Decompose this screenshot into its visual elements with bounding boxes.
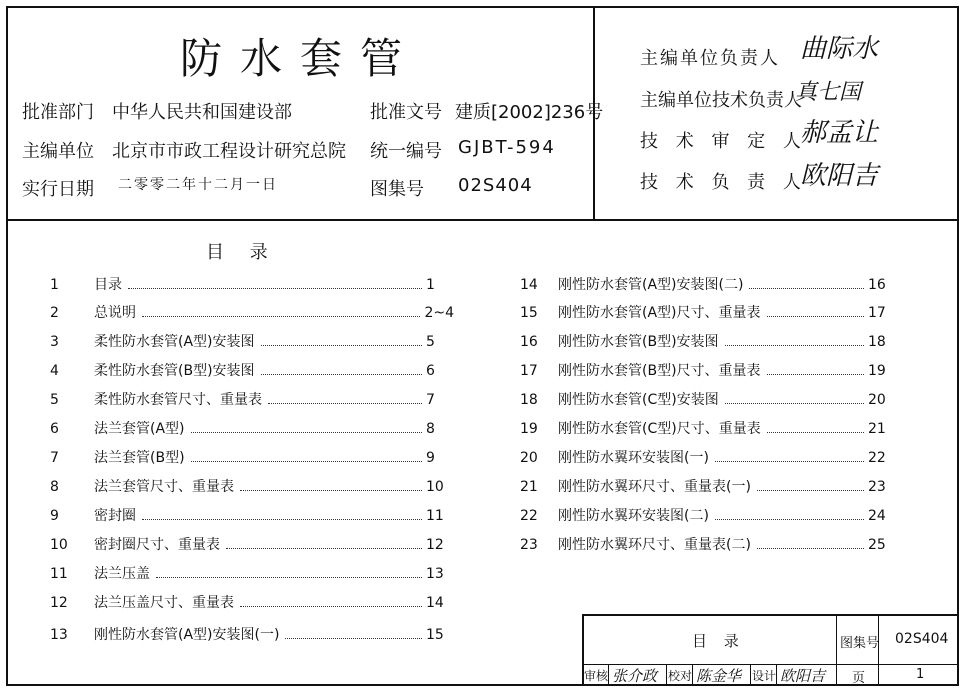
toc-leader-dots: [285, 637, 422, 639]
toc-item-page: 17: [868, 305, 886, 321]
toc-item-page: 25: [868, 537, 886, 553]
toc-item-page: 10: [426, 479, 444, 495]
toc-item-title: 总说明: [94, 305, 136, 321]
toc-leader-dots: [715, 460, 864, 462]
chief-editor-unit-head-signature: 曲际水: [800, 34, 879, 64]
toc-item-title: 柔性防水套管(B型)安装图: [94, 363, 255, 379]
toc-item-number: 20: [520, 450, 538, 466]
toc-item-number: 2: [50, 305, 59, 321]
toc-item-number: 23: [520, 537, 538, 553]
toc-item: [520, 360, 892, 382]
toc-item: [50, 624, 450, 646]
toc-item-page: 23: [868, 479, 886, 495]
atlas-no-label: 图集号: [370, 179, 424, 200]
unified-no-label: 统一编号: [370, 141, 442, 162]
toc-item-title: 柔性防水套管(A型)安装图: [94, 334, 255, 350]
toc-item-title: 刚性防水套管(A型)安装图(一): [94, 627, 280, 643]
toc-leader-dots: [191, 431, 422, 433]
header-divider: [6, 219, 959, 221]
title-block-check-signature: 陈金华: [696, 667, 742, 685]
editor-unit-label: 主编单位: [22, 141, 94, 162]
toc-item-page: 11: [426, 508, 444, 524]
toc-item-number: 1: [50, 277, 59, 293]
toc-item-title: 法兰套管尺寸、重量表: [94, 479, 234, 495]
approval-doc-label: 批准文号: [370, 102, 442, 123]
toc-item-number: 5: [50, 392, 59, 408]
toc-item-number: 15: [520, 305, 538, 321]
tech-lead-signature: 欧阳吉: [800, 161, 879, 191]
title-block-review-label: 审核: [584, 669, 609, 683]
toc-item-number: 11: [50, 566, 68, 582]
toc-leader-dots: [767, 373, 864, 375]
title-block-divider-1: [836, 614, 837, 686]
title-block-atlas-no-label: 图集号: [840, 636, 880, 651]
toc-leader-dots: [261, 373, 422, 375]
toc-item-page: 5: [426, 334, 435, 350]
toc-item-page: 20: [868, 392, 886, 408]
toc-item-number: 14: [520, 277, 538, 293]
title-block-atlas-no: 02S404: [895, 631, 949, 647]
toc-item-page: 7: [426, 392, 435, 408]
toc-item-title: 密封圈尺寸、重量表: [94, 537, 220, 553]
toc-leader-dots: [191, 460, 422, 462]
toc-item-number: 17: [520, 363, 538, 379]
toc-item-number: 21: [520, 479, 538, 495]
tech-reviewer-signature: 郝孟让: [800, 118, 879, 148]
approval-dept-label: 批准部门: [22, 102, 94, 123]
toc-leader-dots: [226, 547, 422, 549]
toc-item: [50, 302, 454, 324]
toc-item-page: 2~4: [424, 305, 454, 321]
title-block-sign-divider-5: [776, 664, 777, 686]
toc-leader-dots: [142, 315, 420, 317]
chief-tech-head-label: 主编单位技术负责人: [640, 90, 802, 111]
toc-item-number: 22: [520, 508, 538, 524]
toc-item: [520, 389, 892, 411]
toc-item-page: 22: [868, 450, 886, 466]
toc-item-page: 18: [868, 334, 886, 350]
toc-item-title: 法兰压盖尺寸、重量表: [94, 595, 234, 611]
toc-leader-dots: [757, 489, 864, 491]
toc-leader-dots: [767, 431, 864, 433]
title-block-page-label: 页: [852, 671, 866, 686]
toc-item-page: 24: [868, 508, 886, 524]
toc-item-number: 9: [50, 508, 59, 524]
atlas-no-value: 02S404: [458, 175, 533, 196]
toc-item-page: 16: [868, 277, 886, 293]
toc-item: [520, 447, 892, 469]
title-block-design-label: 设计: [752, 669, 777, 683]
title-block-sign-divider-1: [608, 664, 609, 686]
effective-date-label: 实行日期: [22, 179, 94, 200]
toc-item: [50, 505, 450, 527]
title-block-page-no: 1: [916, 667, 925, 682]
toc-leader-dots: [757, 547, 864, 549]
toc-item-title: 刚性防水套管(C型)尺寸、重量表: [558, 421, 761, 437]
toc-item-number: 12: [50, 595, 68, 611]
toc-item: [50, 476, 450, 498]
toc-item: [50, 592, 450, 614]
toc-leader-dots: [767, 315, 864, 317]
toc-item-title: 法兰压盖: [94, 566, 150, 582]
toc-item: [50, 331, 450, 353]
toc-item: [50, 418, 450, 440]
toc-item-title: 柔性防水套管尺寸、重量表: [94, 392, 262, 408]
title-block-sign-divider-4: [750, 664, 751, 686]
toc-leader-dots: [725, 402, 864, 404]
approval-dept-value: 中华人民共和国建设部: [112, 102, 292, 123]
toc-item-number: 4: [50, 363, 59, 379]
document-title: 防水套管: [179, 34, 420, 83]
toc-item-title: 刚性防水套管(C型)安装图: [558, 392, 719, 408]
toc-item: [520, 505, 892, 527]
toc-heading: 目 录: [206, 242, 278, 263]
title-block-check-label: 校对: [668, 669, 693, 683]
toc-item-title: 目录: [94, 277, 122, 293]
toc-leader-dots: [749, 287, 864, 289]
toc-leader-dots: [142, 518, 422, 520]
toc-item-number: 13: [50, 627, 68, 643]
toc-item-number: 3: [50, 334, 59, 350]
toc-item-page: 6: [426, 363, 435, 379]
effective-date-value: 二零零二年十二月一日: [118, 177, 278, 193]
toc-leader-dots: [240, 605, 422, 607]
toc-item: [520, 331, 892, 353]
toc-item-number: 16: [520, 334, 538, 350]
toc-item-title: 刚性防水套管(B型)尺寸、重量表: [558, 363, 761, 379]
toc-item: [50, 360, 450, 382]
toc-item-page: 14: [426, 595, 444, 611]
toc-leader-dots: [715, 518, 864, 520]
toc-leader-dots: [725, 344, 864, 346]
toc-item: [50, 274, 450, 296]
toc-item-number: 8: [50, 479, 59, 495]
toc-item-number: 10: [50, 537, 68, 553]
editor-unit-value: 北京市市政工程设计研究总院: [112, 141, 346, 162]
title-block-design-signature: 欧阳吉: [780, 667, 826, 685]
chief-editor-unit-head-label: 主编单位负责人: [640, 48, 780, 69]
toc-item: [520, 418, 892, 440]
toc-item-title: 法兰套管(A型): [94, 421, 185, 437]
toc-item: [50, 534, 450, 556]
toc-item-page: 8: [426, 421, 435, 437]
toc-item-page: 1: [426, 277, 435, 293]
toc-leader-dots: [268, 402, 422, 404]
title-block-review-signature: 张介政: [612, 667, 658, 685]
toc-item-page: 9: [426, 450, 435, 466]
toc-item-title: 刚性防水翼环安装图(二): [558, 508, 709, 524]
toc-item-page: 15: [426, 627, 444, 643]
toc-item: [50, 563, 450, 585]
toc-item-number: 19: [520, 421, 538, 437]
toc-item-page: 21: [868, 421, 886, 437]
title-block-sign-divider-3: [692, 664, 693, 686]
toc-leader-dots: [156, 576, 422, 578]
toc-item-page: 12: [426, 537, 444, 553]
toc-item: [520, 274, 892, 296]
toc-leader-dots: [240, 489, 422, 491]
chief-tech-head-signature: 真七国: [795, 80, 862, 105]
toc-item-title: 刚性防水套管(A型)安装图(二): [558, 277, 744, 293]
toc-item-number: 6: [50, 421, 59, 437]
toc-item-title: 刚性防水套管(B型)安装图: [558, 334, 719, 350]
title-block-sign-divider-2: [666, 664, 667, 686]
toc-item: [520, 534, 892, 556]
toc-item-title: 刚性防水翼环尺寸、重量表(一): [558, 479, 751, 495]
title-block-top-border: [582, 614, 959, 616]
toc-item: [50, 447, 450, 469]
toc-item-page: 13: [426, 566, 444, 582]
tech-reviewer-label: 技 术 审 定 人: [640, 131, 807, 152]
unified-no-value: GJBT-594: [458, 137, 556, 158]
toc-item-title: 密封圈: [94, 508, 136, 524]
toc-item-title: 法兰套管(B型): [94, 450, 185, 466]
toc-leader-dots: [261, 344, 422, 346]
toc-item-number: 18: [520, 392, 538, 408]
toc-item-title: 刚性防水翼环安装图(一): [558, 450, 709, 466]
toc-item-number: 7: [50, 450, 59, 466]
toc-item: [520, 476, 892, 498]
approval-doc-value: 建质[2002]236号: [455, 102, 604, 123]
title-block-sheet-title: 目 录: [692, 632, 745, 650]
tech-lead-label: 技 术 负 责 人: [640, 172, 807, 193]
toc-item-page: 19: [868, 363, 886, 379]
toc-item: [50, 389, 450, 411]
toc-leader-dots: [128, 287, 422, 289]
toc-item-title: 刚性防水翼环尺寸、重量表(二): [558, 537, 751, 553]
toc-item: [520, 302, 892, 324]
toc-item-title: 刚性防水套管(A型)尺寸、重量表: [558, 305, 761, 321]
